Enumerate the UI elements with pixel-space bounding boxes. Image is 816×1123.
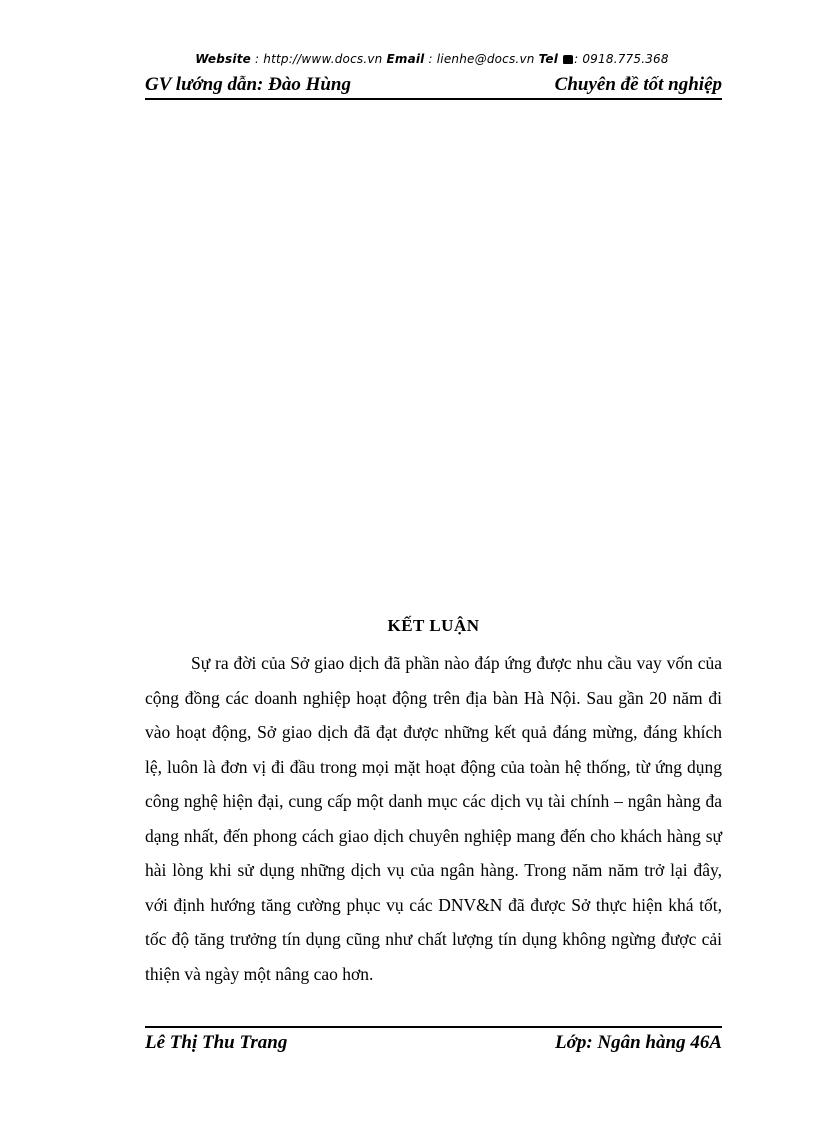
footer-author: Lê Thị Thu Trang	[145, 1032, 288, 1053]
website-url[interactable]: : http://www.docs.vn	[255, 52, 383, 66]
email-address[interactable]: : lienhe@docs.vn	[428, 52, 535, 66]
email-label: Email	[386, 52, 425, 66]
website-contact-line	[140, 52, 724, 66]
tel-number: : 0918.775.368	[574, 52, 669, 66]
header-document-type: Chuyên đề tốt nghiệp	[554, 74, 722, 95]
phone-icon	[563, 55, 573, 64]
footer-class: Lớp: Ngân hàng 46A	[555, 1032, 722, 1053]
page-footer	[145, 1026, 722, 1060]
website-label: Website	[195, 52, 251, 66]
header-advisor: GV lướng dẫn: Đào Hùng	[145, 74, 352, 95]
conclusion-paragraph: Sự ra đời của Sở giao dịch đã phần nào đáp ứng được nhu cầu vay vốn của cộng đồng các doanh nghiệp hoạt động trên địa bàn Hà Nội. Sau gần 20 năm đi vào hoạt động, Sở giao dịch đã đạt được những kết quả đáng mừng, đáng khích lệ, luôn là đơn vị đi đầu trong mọi mặt hoạt động của toàn hệ thống, từ ứng dụng công nghệ hiện đại, cung cấp một danh mục các dịch vụ tài chính – ngân hàng đa dạng nhất, đến phong cách giao dịch chuyên nghiệp mang đến cho khách hàng sự hài lòng khi sử dụng những dịch vụ của ngân hàng. Trong năm năm trở lại đây, với định hướng tăng cường phục vụ các DNV&N đã được Sở thực hiện khá tốt, tốc độ tăng trưởng tín dụng cũng như chất lượng tín dụng không ngừng được cải thiện và ngày một nâng cao hơn.	[145, 653, 722, 984]
tel-label: Tel	[538, 52, 559, 66]
page-header	[145, 74, 722, 100]
section-title: KẾT LUẬN	[387, 616, 480, 635]
